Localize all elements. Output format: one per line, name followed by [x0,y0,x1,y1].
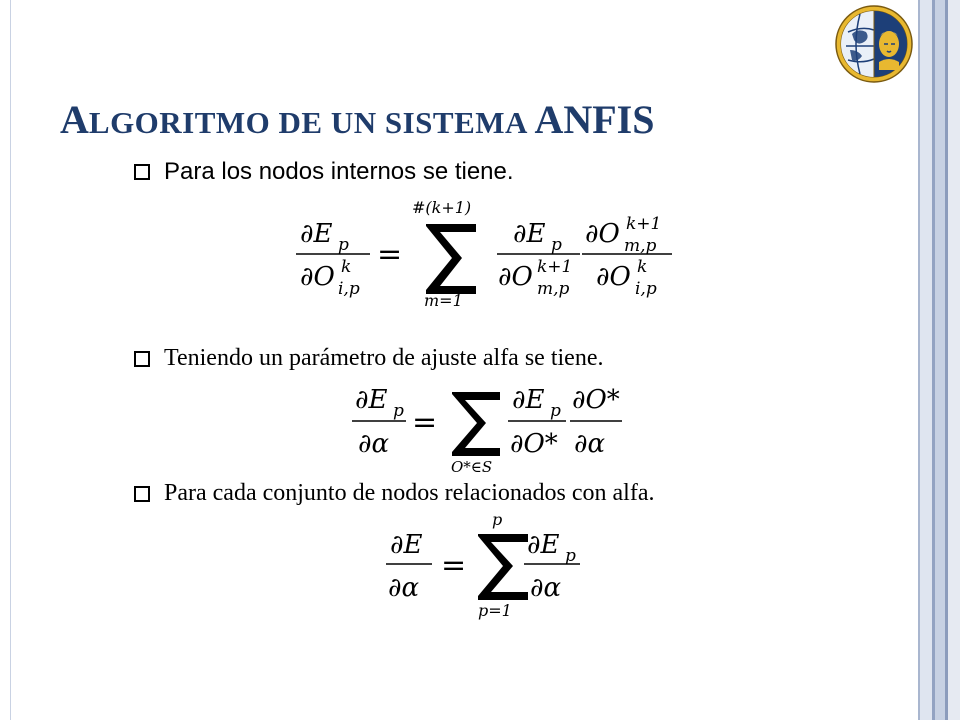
eq3-summation-icon [478,534,528,600]
eq1-f1-den-sup: k+1 [537,257,573,277]
eq2-summation-icon [452,392,500,456]
eq1-f2-numerator-sub: m,p [624,236,657,256]
equation-1 [296,198,672,310]
eq1-f2-denominator: ∂O [596,262,631,292]
eq1-f2-numerator: ∂O [585,219,620,249]
eq1-f2-den-sub: i,p [635,279,657,299]
eq1-equals: = [377,237,403,272]
eq2-f1-denominator: ∂O* [510,429,558,459]
eq2-lhs-numerator-sub: p [393,401,404,421]
eq1-lhs-den-sub: i,p [338,279,360,299]
eq1-f2-numerator-sup: k+1 [626,214,662,234]
eq1-f1-denominator: ∂O [498,262,533,292]
eq2-f2-numerator: ∂O* [572,385,620,415]
eq2-f1-numerator-sub: p [550,401,561,421]
title-acronym: ANFIS [534,97,655,142]
equation-2 [352,385,622,476]
eq3-lhs-numerator: ∂E [390,530,423,560]
eq1-summation-icon [426,224,476,294]
eq3-f1-numerator-sub: p [565,546,576,566]
eq3-sum-upper: p [492,510,503,529]
eq1-lhs-den-sup: k [341,257,352,277]
eq1-sum-lower: m=1 [424,291,463,310]
eq3-equals: = [441,548,467,583]
eq3-lhs-denominator: ∂α [388,573,420,603]
bullet-text: Teniendo un parámetro de ajuste alfa se tiene. [164,345,604,371]
eq2-sum-lower: O*∈S [451,458,493,476]
title-initial: A [60,97,89,142]
eq3-f1-denominator: ∂α [530,573,562,603]
eq2-f2-denominator: ∂α [574,429,606,459]
eq1-lhs-denominator: ∂O [300,262,335,292]
equation-3 [386,510,580,620]
eq3-sum-lower: p=1 [478,601,512,620]
eq3-f1-numerator: ∂E [527,530,560,560]
eq2-lhs-denominator: ∂α [358,429,390,459]
eq1-sum-upper: #(k+1) [412,198,472,217]
eq1-lhs-numerator-sub: p [338,235,349,255]
eq1-f2-den-sup: k [637,257,648,277]
bullet-text: Para cada conjunto de nodos relacionados con alfa. [164,480,655,506]
bullet-text: Para los nodos internos se tiene. [164,158,514,185]
eq1-f1-numerator: ∂E [513,219,546,249]
eq2-f1-numerator: ∂E [512,385,545,415]
eq2-lhs-numerator: ∂E [355,385,388,415]
eq2-equals: = [412,405,438,440]
eq1-f1-den-sub: m,p [537,279,570,299]
eq1-lhs-numerator: ∂E [300,219,333,249]
title-small-caps: LGORITMO DE UN SISTEMA [88,105,535,140]
eq1-f1-numerator-sub: p [551,235,562,255]
